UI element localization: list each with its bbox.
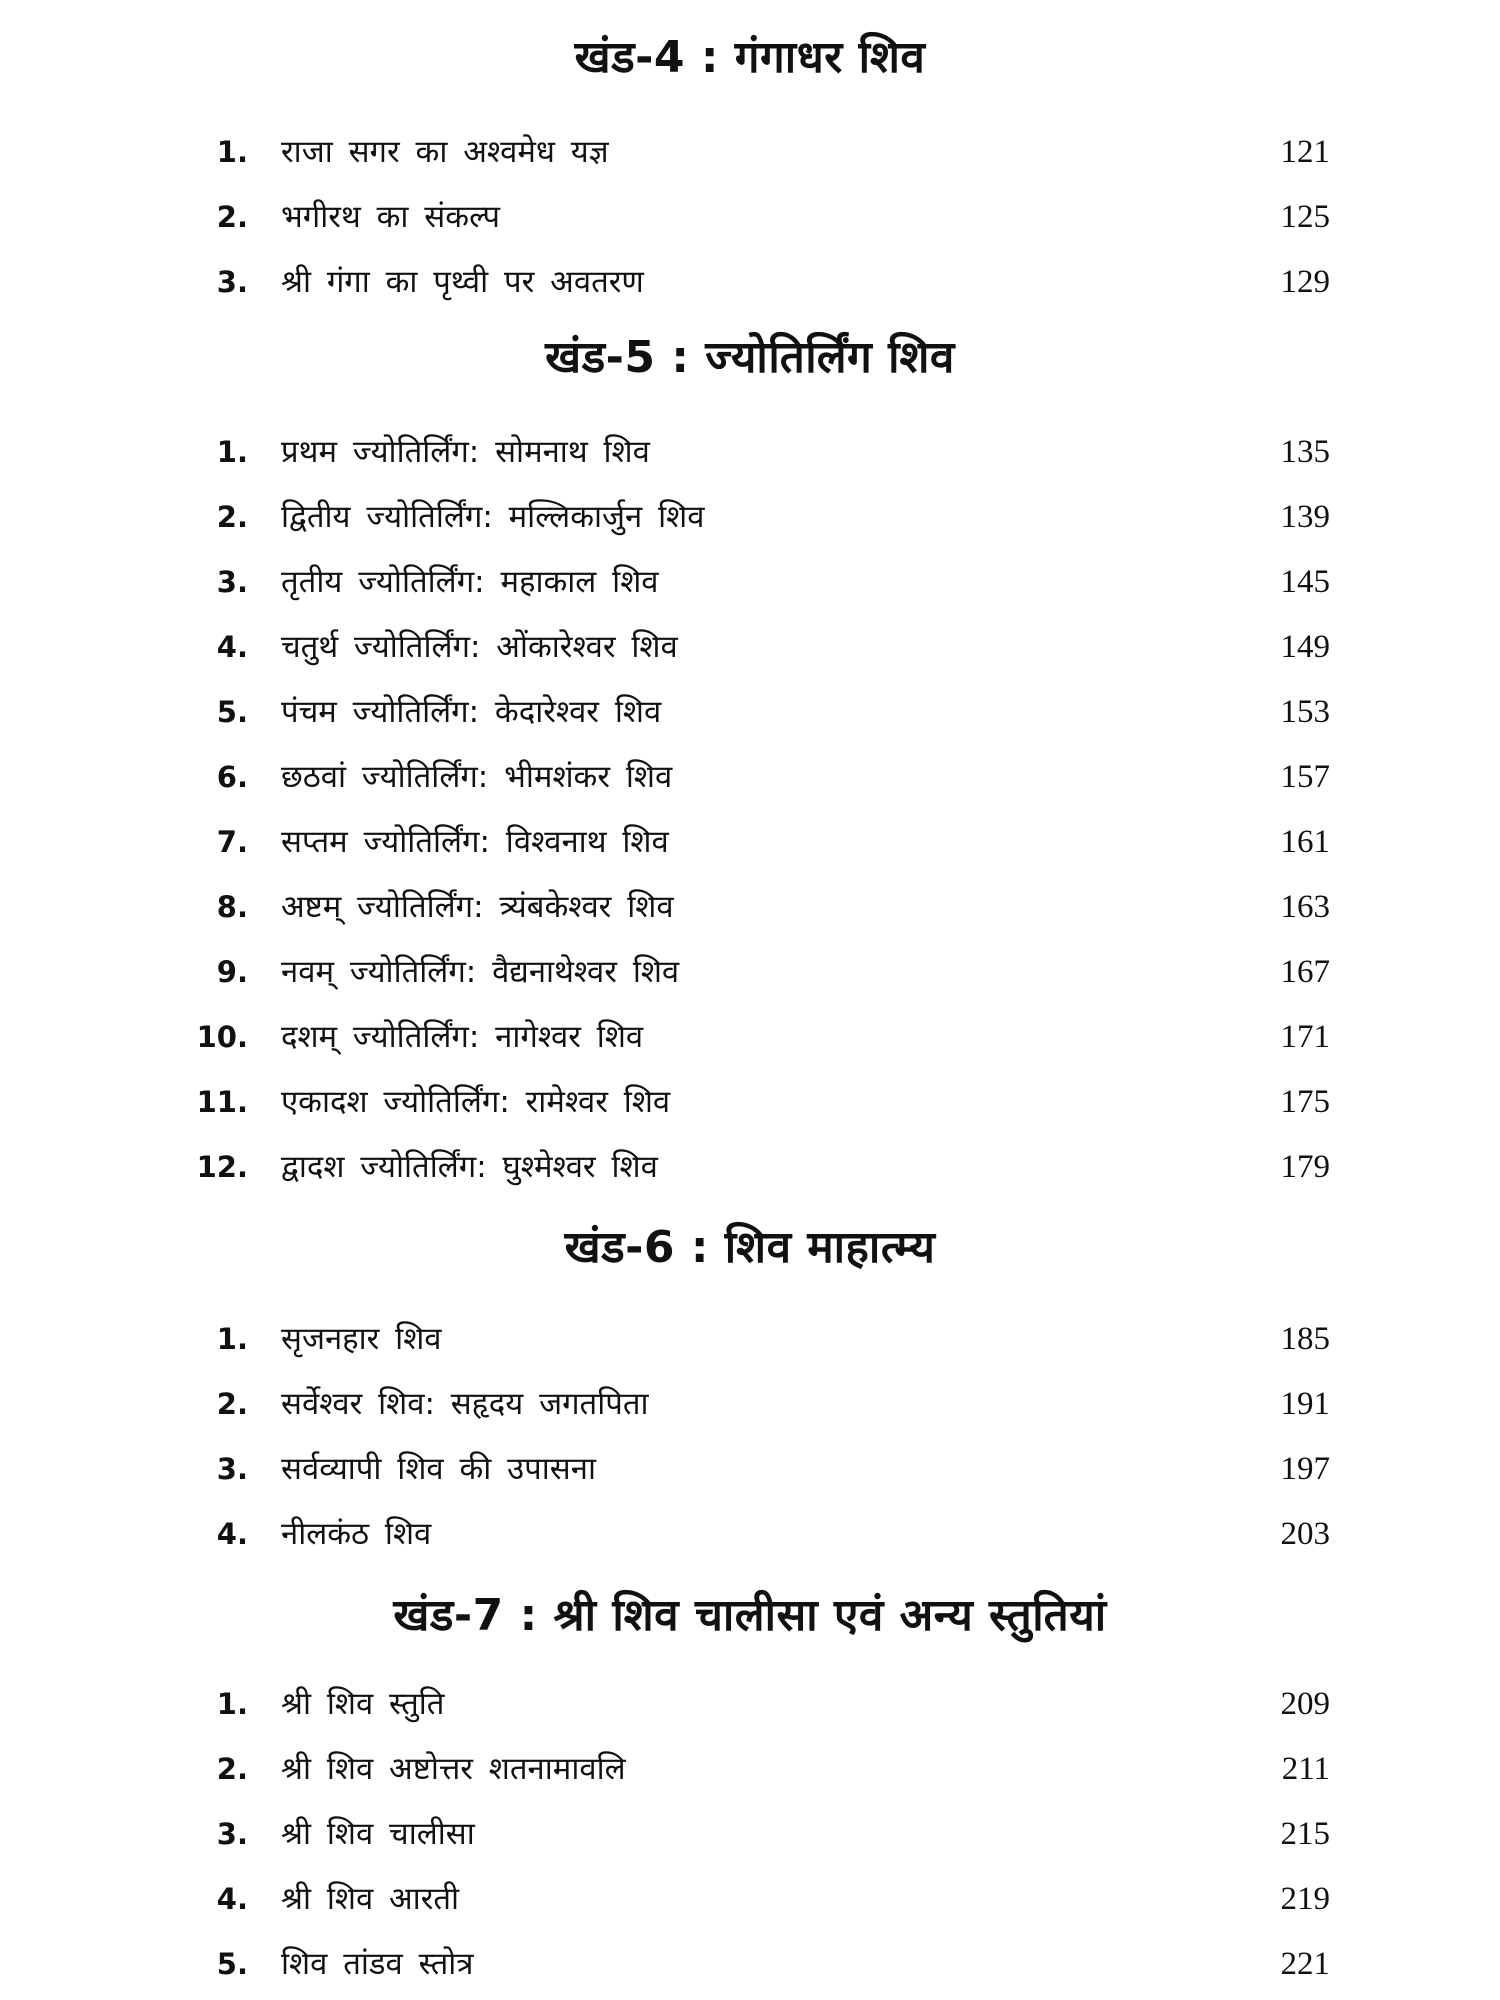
entry-title: छठवां ज्योतिर्लिंग: भीमशंकर शिव [281, 759, 673, 795]
entry-title: तृतीय ज्योतिर्लिंग: महाकाल शिव [281, 564, 659, 600]
entry-number: 9. [216, 955, 248, 989]
toc-entry [0, 1745, 1500, 1793]
entry-title: श्री गंगा का पृथ्वी पर अवतरण [281, 264, 644, 300]
entry-page: 129 [1280, 264, 1330, 300]
section-heading-4: खंड-4 : गंगाधर शिव [574, 32, 926, 83]
entry-page: 157 [1280, 759, 1330, 795]
entry-number: 4. [216, 630, 248, 664]
entry-page: 211 [1281, 1751, 1330, 1787]
entry-number: 2. [216, 1752, 248, 1786]
entry-number: 1. [216, 135, 248, 169]
entry-title: सृजनहार शिव [281, 1321, 442, 1357]
entry-title: द्वादश ज्योतिर्लिंग: घुश्मेश्वर शिव [281, 1149, 658, 1185]
entry-page: 191 [1280, 1386, 1330, 1422]
entry-number: 4. [216, 1882, 248, 1916]
entry-title: नीलकंठ शिव [281, 1516, 432, 1552]
entry-number: 7. [216, 825, 248, 859]
entry-number: 2. [216, 500, 248, 534]
section-heading-5: खंड-5 : ज्योतिर्लिंग शिव [545, 332, 955, 383]
toc-entry [0, 1940, 1500, 1988]
entry-page: 179 [1280, 1149, 1330, 1185]
entry-page: 175 [1280, 1084, 1330, 1120]
entry-page: 145 [1280, 564, 1330, 600]
entry-page: 163 [1280, 889, 1330, 925]
entry-page: 125 [1280, 199, 1330, 235]
toc-entry [0, 1680, 1500, 1728]
entry-title: अष्टम् ज्योतिर्लिंग: त्र्यंबकेश्वर शिव [281, 889, 674, 925]
entry-title: पंचम ज्योतिर्लिंग: केदारेश्वर शिव [281, 694, 662, 730]
entry-number: 8. [216, 890, 248, 924]
entry-title: नवम् ज्योतिर्लिंग: वैद्यनाथेश्वर शिव [281, 954, 680, 990]
entry-page: 135 [1280, 434, 1330, 470]
toc-entry [0, 623, 1500, 671]
entry-page: 167 [1280, 954, 1330, 990]
entry-number: 5. [216, 695, 248, 729]
entry-title: प्रथम ज्योतिर्लिंग: सोमनाथ शिव [281, 434, 650, 470]
toc-entry [0, 1510, 1500, 1558]
entry-number: 1. [216, 435, 248, 469]
entry-page: 121 [1280, 134, 1330, 170]
toc-entry [0, 753, 1500, 801]
toc-entry [0, 1810, 1500, 1858]
toc-entry [0, 948, 1500, 996]
entry-page: 221 [1280, 1946, 1330, 1982]
entry-number: 3. [216, 265, 248, 299]
entry-title: चतुर्थ ज्योतिर्लिंग: ओंकारेश्वर शिव [281, 629, 678, 665]
toc-entry [0, 1013, 1500, 1061]
toc-entry [0, 1078, 1500, 1126]
entry-title: सर्वेश्वर शिव: सहृदय जगतपिता [281, 1386, 649, 1422]
entry-page: 161 [1280, 824, 1330, 860]
entry-number: 3. [216, 1452, 248, 1486]
entry-page: 171 [1280, 1019, 1330, 1055]
toc-entry [0, 558, 1500, 606]
entry-title: श्री शिव अष्टोत्तर शतनामावलि [281, 1751, 626, 1787]
entry-number: 4. [216, 1517, 248, 1551]
entry-number: 5. [216, 1947, 248, 1981]
toc-entry [0, 883, 1500, 931]
entry-number: 1. [216, 1687, 248, 1721]
toc-entry [0, 1315, 1500, 1363]
toc-entry [0, 688, 1500, 736]
entry-page: 219 [1280, 1881, 1330, 1917]
entry-title: द्वितीय ज्योतिर्लिंग: मल्लिकार्जुन शिव [281, 499, 705, 535]
entry-page: 153 [1280, 694, 1330, 730]
entry-number: 2. [216, 1387, 248, 1421]
toc-entry [0, 1143, 1500, 1191]
section-heading-6: खंड-6 : शिव माहात्म्य [564, 1222, 936, 1273]
entry-title: दशम् ज्योतिर्लिंग: नागेश्वर शिव [281, 1019, 644, 1055]
entry-page: 185 [1280, 1321, 1330, 1357]
entry-number: 11. [196, 1085, 248, 1119]
entry-title: सर्वव्यापी शिव की उपासना [281, 1451, 596, 1487]
entry-title: सप्तम ज्योतिर्लिंग: विश्वनाथ शिव [281, 824, 669, 860]
toc-entry [0, 1380, 1500, 1428]
entry-title: एकादश ज्योतिर्लिंग: रामेश्वर शिव [281, 1084, 671, 1120]
entry-page: 215 [1280, 1816, 1330, 1852]
entry-number: 1. [216, 1322, 248, 1356]
entry-page: 203 [1280, 1516, 1330, 1552]
entry-page: 139 [1280, 499, 1330, 535]
section-heading-7: खंड-7 : श्री शिव चालीसा एवं अन्य स्तुतियां [393, 1590, 1107, 1641]
toc-entry [0, 818, 1500, 866]
entry-page: 149 [1280, 629, 1330, 665]
entry-title: भगीरथ का संकल्प [281, 199, 500, 235]
entry-number: 12. [196, 1150, 248, 1184]
entry-number: 10. [196, 1020, 248, 1054]
entry-page: 197 [1280, 1451, 1330, 1487]
entry-title: श्री शिव स्तुति [281, 1686, 445, 1722]
entry-number: 3. [216, 565, 248, 599]
entry-number: 3. [216, 1817, 248, 1851]
entry-page: 209 [1280, 1686, 1330, 1722]
toc-entry [0, 1445, 1500, 1493]
toc-entry [0, 1875, 1500, 1923]
entry-title: शिव तांडव स्तोत्र [281, 1946, 474, 1982]
entry-number: 6. [216, 760, 248, 794]
entry-title: श्री शिव चालीसा [281, 1816, 475, 1852]
entry-title: श्री शिव आरती [281, 1881, 460, 1917]
toc-entry [0, 428, 1500, 476]
toc-entry [0, 193, 1500, 241]
toc-entry [0, 493, 1500, 541]
entry-title: राजा सगर का अश्वमेध यज्ञ [281, 134, 609, 170]
entry-number: 2. [216, 200, 248, 234]
toc-entry [0, 258, 1500, 306]
toc-entry [0, 128, 1500, 176]
